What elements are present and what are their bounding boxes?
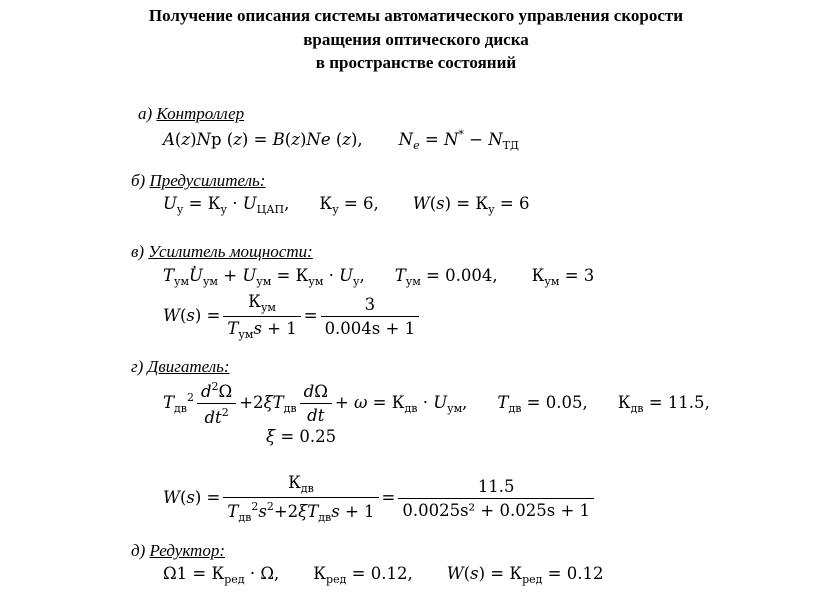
title-line-2: вращения оптического диска (303, 29, 529, 49)
preamp-equation: $U_у = К_у \cdot U_{ЦАП}$, $К_у = 6$, $W(s) = К_у = 6$ (163, 194, 530, 216)
section-d-prefix: д) (131, 541, 146, 560)
preamp-gain-value: 6 (363, 194, 374, 213)
motor-damping: ξ = 0.25 (266, 427, 337, 446)
title-line-1: Получение описания системы автоматического управления скорости (148, 6, 684, 25)
section-v-prefix: в) (131, 242, 145, 261)
section-v-heading (131, 242, 313, 262)
section-v-label: Усилитель мощности: (148, 242, 313, 261)
motor-time-constant: 0.05 (545, 393, 583, 412)
section-a-heading (138, 104, 244, 124)
power-amp-tf-numerator: 3 (364, 295, 376, 314)
section-g-prefix: г) (131, 357, 144, 376)
reducer-equation: $\Omega 1 = К_{ред} \cdot \Omega$, $К_{ред} = 0.12$, $W(s) = К_{ред} = 0.12$ (163, 564, 604, 586)
motor-tf-numerator: 11.5 (477, 477, 515, 496)
section-d-heading (131, 541, 225, 561)
document-title (0, 4, 832, 75)
motor-equation: $T_{дв}^2$ $\frac{d^2\Omega}{dt^2}$ $+2\xi T_{дв}$ $\frac{d\Omega}{dt}$ + $\omega = К_{дв} \cdot U_{ум}$, $T_{дв} = 0.05$, $К_{дв} = 11.5$, (163, 380, 710, 427)
preamp-tf-value: 6 (518, 194, 530, 213)
section-g-label: Двигатель: (147, 357, 230, 376)
power-amp-equation: $T_{ум}$. $U_{ум} + U_{ум} = К_{ум} \cdot U_у$, $T_{ум} = 0.004$, $К_{ум} = 3$ (163, 266, 594, 288)
reducer-gain: 0.12 (370, 564, 408, 583)
motor-damping-value: 0.25 (299, 427, 337, 446)
controller-equation: A(z)Np (z) = B(z)Ne (z), $N_e = N^* - N_{ТД}$ (163, 128, 519, 152)
section-b-prefix: б) (131, 171, 146, 190)
section-a-prefix: а) (138, 104, 153, 123)
motor-tf-denominator: 0.0025s² + 0.025s + 1 (398, 498, 594, 520)
power-amp-gain: 3 (583, 266, 595, 285)
power-amp-tf-denominator: 0.004s + 1 (321, 316, 420, 338)
section-d-label: Редуктор: (149, 541, 225, 560)
title-line-3: в пространстве состояний (315, 53, 517, 72)
section-a-label: Контроллер (156, 104, 245, 123)
section-g-heading (131, 357, 230, 377)
section-b-heading (131, 171, 265, 191)
reducer-tf-value: 0.12 (566, 564, 604, 583)
power-amp-time-constant: 0.004 (445, 266, 493, 285)
motor-gain: 11.5 (667, 393, 705, 412)
power-amp-transfer-function: W(s) = $\frac{К_{ум}}{T_{ум}s + 1}$ = $\frac{3}{0.004s + 1}$ (163, 292, 422, 341)
section-b-label: Предусилитель: (149, 171, 266, 190)
motor-transfer-function: W(s) = $\frac{К_{дв}}{T_{дв}^2s^2+2\xi T_{дв}s + 1}$ = $\frac{11.5}{\text{0.0025s² + 0.025s + 1}}$ (163, 473, 597, 524)
